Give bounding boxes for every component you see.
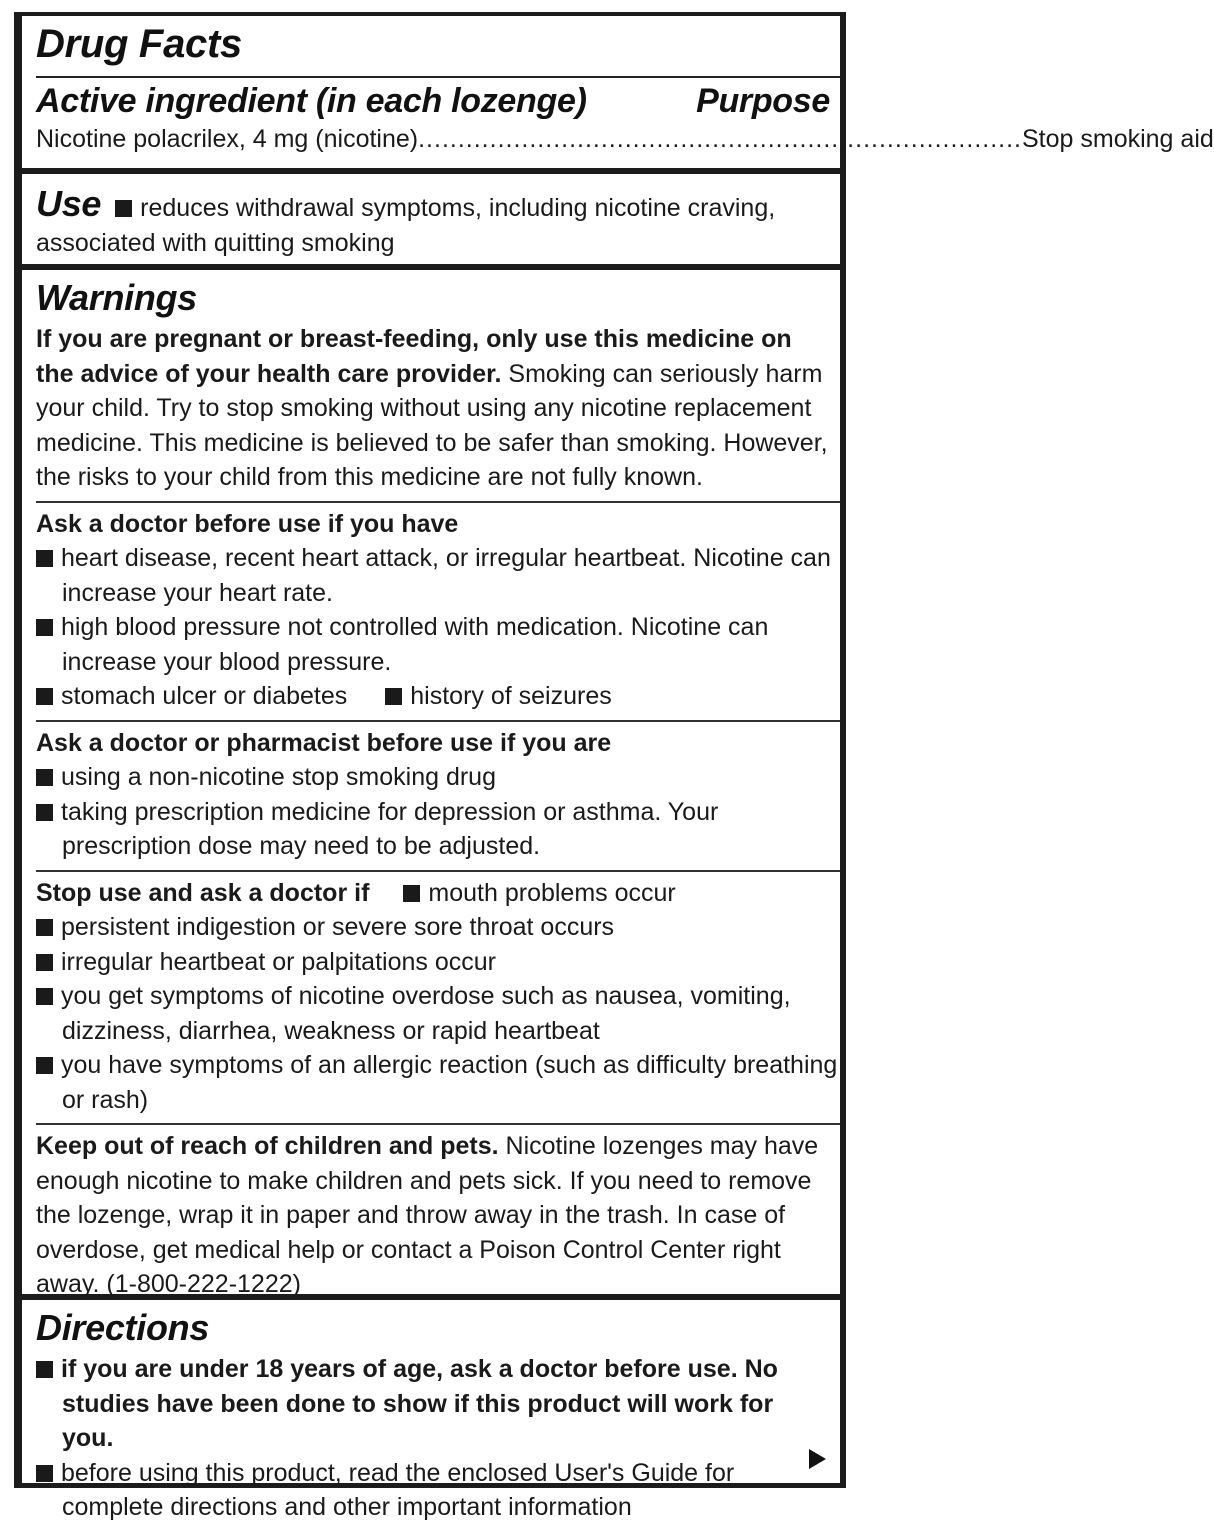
purpose-heading: Purpose <box>696 82 830 120</box>
list-item-text: persistent indigestion or severe sore throat occurs <box>61 913 615 941</box>
continue-arrow-icon <box>809 1449 826 1469</box>
bullet-square-icon <box>36 919 53 936</box>
bullet-square-icon <box>403 885 420 902</box>
keep-out-bold: Keep out of reach of children and pets. <box>36 1132 499 1160</box>
use-section <box>22 174 840 264</box>
directions-section <box>22 1300 840 1521</box>
list-item-text: you have symptoms of an allergic reaction (such as difficulty breathing or rash) <box>61 1051 838 1114</box>
list-item-text: using a non-nicotine stop smoking drug <box>61 763 496 791</box>
list-item <box>36 679 840 714</box>
pregnancy-warning-text: Smoking can seriously harm your child. Try to stop smoking without using any nicotine replacement medicine. This medicine is believed to be safer than smoking. However, the risks to your child from this medicine are not fully known. <box>36 359 828 491</box>
stop-use-subsection <box>36 870 840 1118</box>
ask-pharmacist-heading: Ask a doctor or pharmacist before use if you are <box>36 728 612 757</box>
active-ingredient-heading-row <box>36 84 830 118</box>
pregnancy-warning <box>36 322 830 495</box>
directions-heading: Directions <box>36 1307 210 1348</box>
list-item-text: if you are under 18 years of age, ask a doctor before use. No studies have been done to show if this product will work for you. <box>61 1355 778 1452</box>
stop-use-heading-row <box>36 876 840 911</box>
warnings-heading: Warnings <box>36 277 197 318</box>
ingredient-row <box>36 122 1214 157</box>
list-item <box>36 1048 840 1117</box>
keep-out-text: Nicotine lozenges may have enough nicotine to make children and pets sick. If you need to remove the lozenge, wrap it in paper and throw away in the trash. In case of overdose, get medical help or contact a Poison Control Center right away. (1-800-222-1222) <box>36 1132 819 1298</box>
list-item <box>36 910 840 945</box>
bullet-square-icon <box>385 688 402 705</box>
list-item <box>36 541 840 610</box>
list-item-text: mouth problems occur <box>428 878 676 907</box>
use-paragraph <box>36 183 830 260</box>
bullet-square-icon <box>36 619 53 636</box>
warnings-section <box>22 270 840 1298</box>
bullet-square-icon <box>115 200 132 217</box>
use-heading: Use <box>36 183 102 224</box>
drug-facts-title: Drug Facts <box>36 22 242 66</box>
list-item <box>36 760 840 795</box>
list-item <box>36 1456 830 1525</box>
bullet-square-icon <box>36 804 53 821</box>
bullet-square-icon <box>36 954 53 971</box>
drug-facts-header-section <box>22 16 1214 168</box>
divider <box>36 76 840 78</box>
ingredient-purpose: Stop smoking aid <box>1022 125 1214 153</box>
bullet-square-icon <box>36 1361 53 1378</box>
use-text: reduces withdrawal symptoms, including nicotine craving, associated with quitting smoking <box>36 194 776 257</box>
list-item <box>36 945 840 980</box>
list-item-text: you get symptoms of nicotine overdose such as nausea, vomiting, dizziness, diarrhea, weakness or rapid heartbeat <box>61 982 791 1045</box>
bullet-square-icon <box>36 1057 53 1074</box>
stop-use-heading: Stop use and ask a doctor if <box>36 878 370 907</box>
ask-pharmacist-subsection <box>36 720 840 864</box>
bullet-square-icon <box>36 769 53 786</box>
keep-out-subsection <box>36 1123 840 1302</box>
ask-doctor-heading: Ask a doctor before use if you have <box>36 509 459 538</box>
bullet-square-icon <box>36 988 53 1005</box>
list-item <box>36 795 840 864</box>
bullet-square-icon <box>36 688 53 705</box>
pregnancy-warning-bold: If you are pregnant or breast-feeding, only use this medicine on the advice of your health care provider. <box>36 325 792 388</box>
list-item-text: irregular heartbeat or palpitations occur <box>61 947 496 976</box>
list-item <box>36 610 840 679</box>
list-item-text: stomach ulcer or diabetes <box>61 682 348 710</box>
drug-facts-label <box>14 12 1214 1521</box>
list-item <box>36 979 840 1048</box>
list-item-text: high blood pressure not controlled with medication. Nicotine can increase your blood pressure. <box>61 613 769 676</box>
list-item-text: before using this product, read the enclosed User's Guide for complete directions and other important information <box>61 1458 735 1521</box>
bullet-square-icon <box>36 550 53 567</box>
ingredient-name: Nicotine polacrilex, 4 mg (nicotine) <box>36 125 419 153</box>
list-item-text: heart disease, recent heart attack, or irregular heartbeat. Nicotine can increase your heart rate. <box>61 544 831 607</box>
ask-doctor-subsection <box>36 501 840 714</box>
list-item-text: taking prescription medicine for depression or asthma. Your prescription dose may need to be adjusted. <box>61 797 719 860</box>
bullet-square-icon <box>36 1465 53 1482</box>
leader-dots <box>418 122 1022 157</box>
list-item <box>36 1352 830 1456</box>
active-ingredient-heading: Active ingredient (in each lozenge) <box>36 82 587 120</box>
list-item-text: history of seizures <box>410 682 612 710</box>
